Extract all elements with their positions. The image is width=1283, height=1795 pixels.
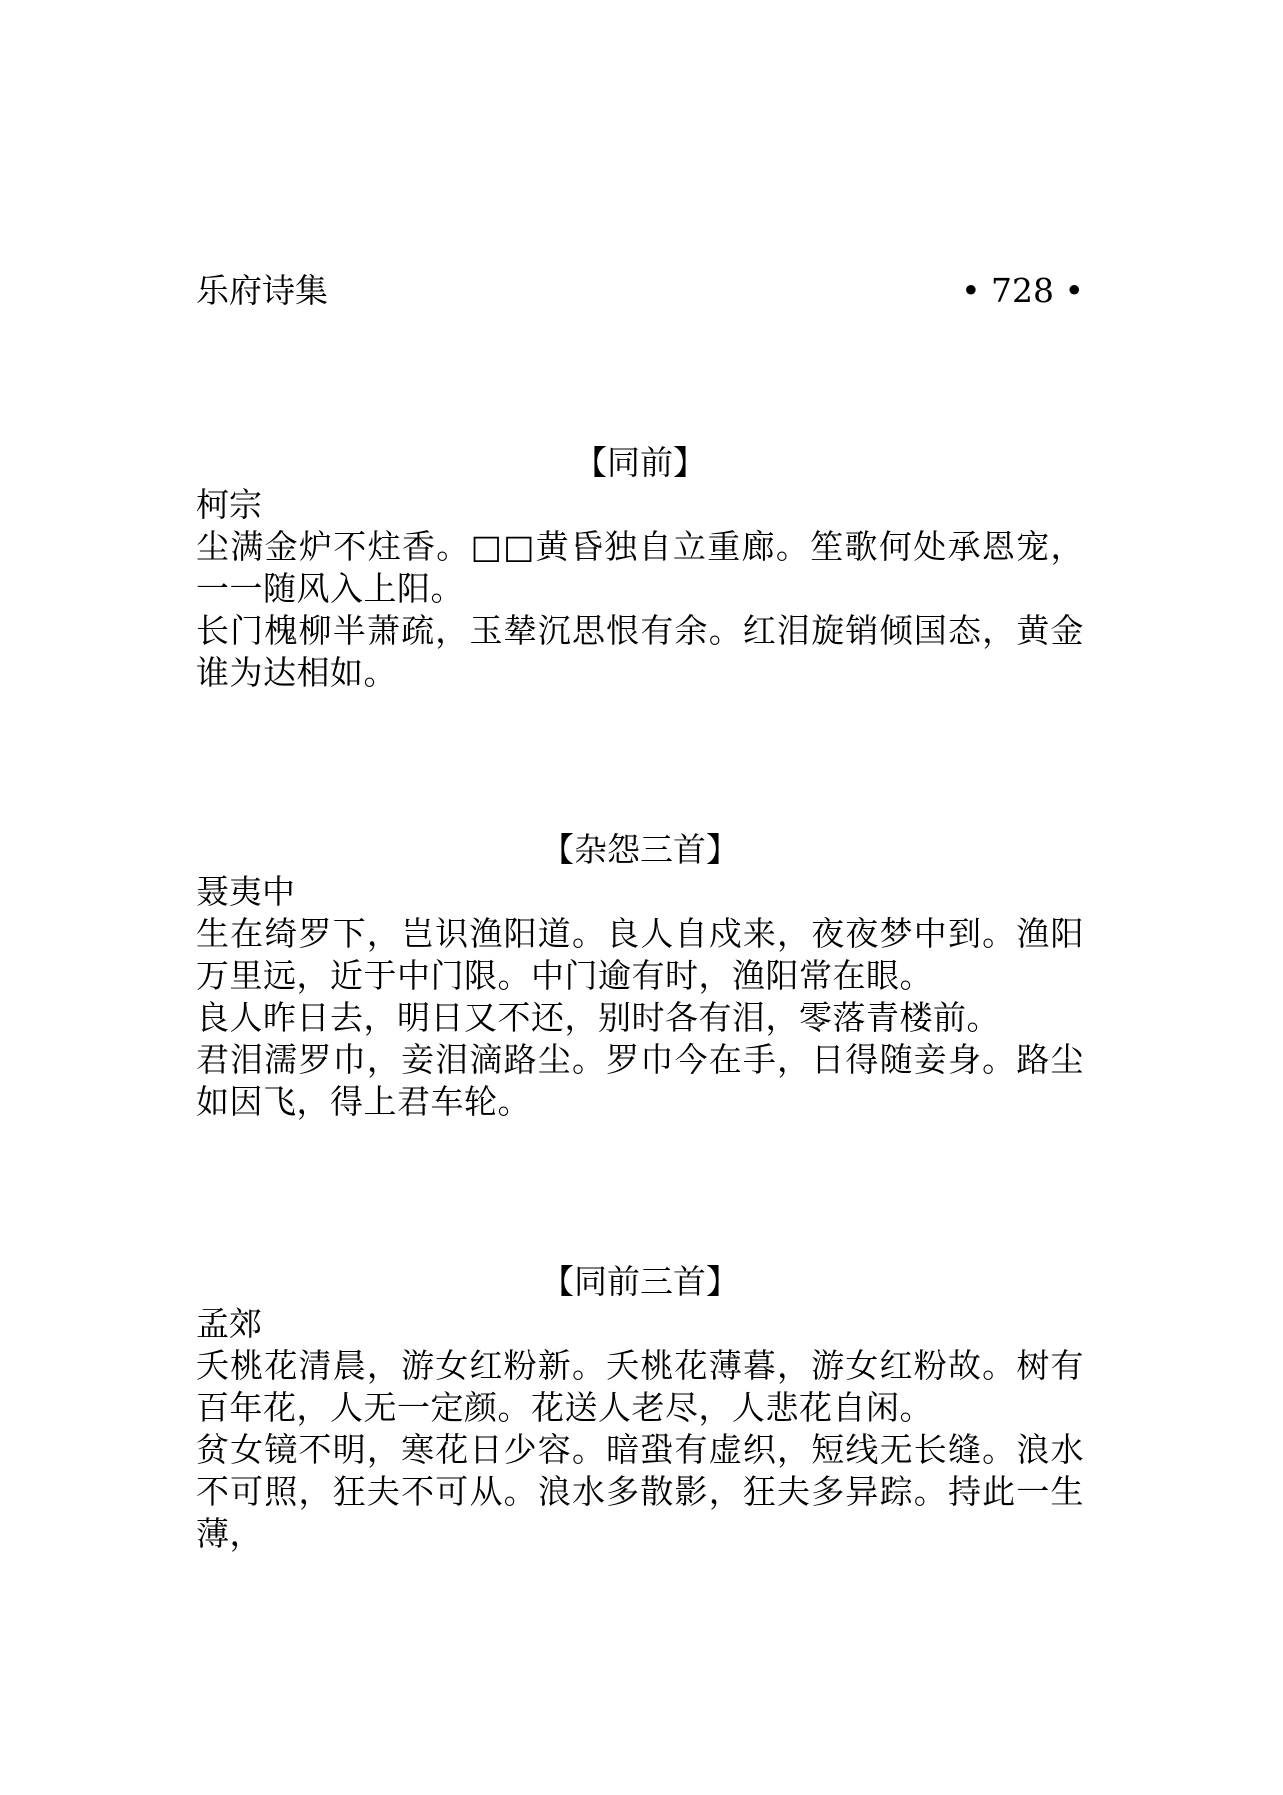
poem-author: 聂夷中 (196, 872, 295, 911)
poem-stanza: 长门槐柳半萧疏，玉辇沉思恨有余。红泪旋销倾国态，黄金谁为达相如。 (196, 611, 1084, 692)
poem-section-tongqian-sanshou (196, 1261, 1084, 1555)
poem-title: 【杂怨三首】 (541, 830, 739, 869)
poem-title: 【同前三首】 (541, 1262, 739, 1301)
poem-stanza: 良人昨日去，明日又不还，别时各有泪，零落青楼前。 (196, 998, 1000, 1037)
poem-stanza: 生在绮罗下，岂识渔阳道。良人自戍来，夜夜梦中到。渔阳万里远，近于中门限。中门逾有时，渔阳常在眼。 (196, 914, 1084, 995)
poem-stanza: 尘满金炉不炷香。□□黄昏独自立重廊。笙歌何处承恩宠，一一随风入上阳。 (196, 527, 1084, 608)
page-number: • 728 • (961, 271, 1084, 310)
poem-title: 【同前】 (574, 443, 706, 482)
page-header (196, 268, 1084, 314)
poem-section-zayuan (196, 829, 1084, 1123)
poem-stanza: 贫女镜不明，寒花日少容。暗蛩有虚织，短线无长缝。浪水不可照，狂夫不可从。浪水多散影，狂夫多异踪。持此一生薄， (196, 1430, 1084, 1553)
poem-section-tongqian (196, 442, 1084, 694)
poem-author: 孟郊 (196, 1304, 262, 1343)
poem-author: 柯宗 (196, 485, 262, 524)
poem-stanza: 君泪濡罗巾，妾泪滴路尘。罗巾今在手，日得随妾身。路尘如因飞，得上君车轮。 (196, 1040, 1084, 1121)
poem-stanza: 夭桃花清晨，游女红粉新。夭桃花薄暮，游女红粉故。树有百年花，人无一定颜。花送人老尽，人悲花自闲。 (196, 1346, 1084, 1427)
book-title: 乐府诗集 (196, 271, 328, 310)
